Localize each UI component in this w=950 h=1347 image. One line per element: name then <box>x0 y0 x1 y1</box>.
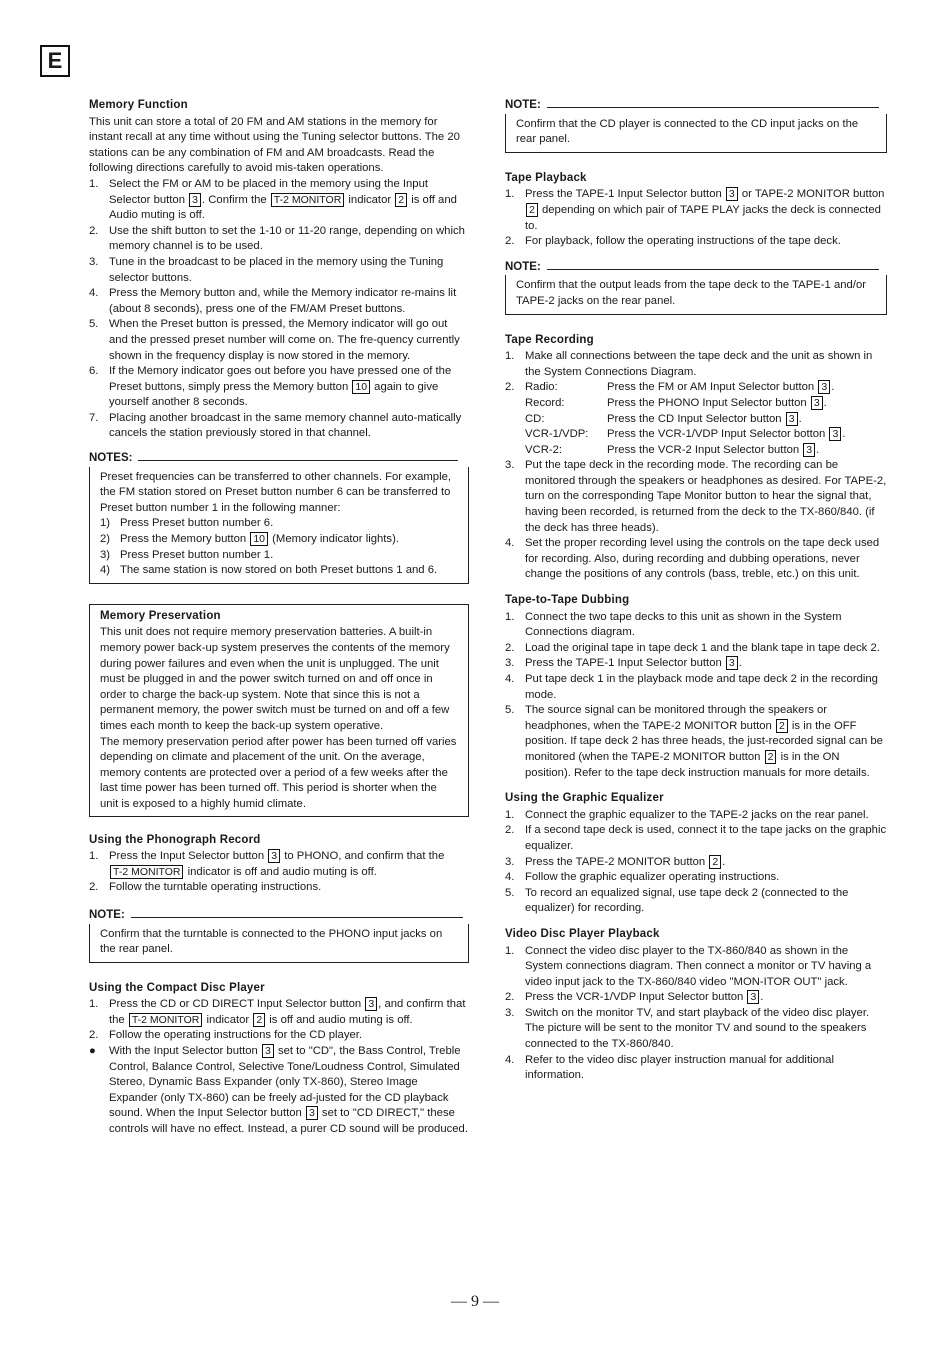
tape-recording-step-1: Make all connections between the tape deck and the unit as shown in the System Connections Diagram. <box>525 350 873 378</box>
button-reference-box: 2 <box>253 1013 265 1027</box>
tape-recording-heading: Tape Recording <box>505 333 594 346</box>
list-item-text: Press the TAPE-2 MONITOR button 2 . <box>525 855 726 868</box>
list-item-number: 2. <box>505 824 515 837</box>
list-item-number: 2. <box>89 1029 99 1042</box>
equalizer-heading: Using the Graphic Equalizer <box>505 792 664 805</box>
cd-note-heading: NOTE: <box>505 98 887 114</box>
list-item-text: If a second tape deck is used, connect it to the tape jacks on the graphic equalizer. <box>525 824 887 852</box>
source-label: VCR-2: <box>525 443 563 456</box>
video-disc-section <box>505 927 887 1084</box>
list-item-number: 4. <box>505 1053 515 1066</box>
list-item <box>89 1028 469 1044</box>
list-item <box>505 656 887 672</box>
phono-note-heading: NOTE: <box>89 908 469 924</box>
list-item <box>505 870 887 886</box>
video-disc-heading: Video Disc Player Playback <box>505 927 660 940</box>
list-item <box>89 317 469 364</box>
phono-section <box>89 833 469 896</box>
list-item-number: 4) <box>100 564 111 577</box>
cd-note-box <box>505 114 887 153</box>
list-item <box>100 548 458 564</box>
phono-note-section <box>89 908 469 963</box>
dubbing-section <box>505 593 887 781</box>
cd-note-section <box>505 98 887 153</box>
button-reference-box: 3 <box>726 187 738 201</box>
list-item <box>505 855 887 871</box>
button-reference-box: T-2 MONITOR <box>271 193 344 207</box>
source-instruction: Press the FM or AM Input Selector button 3 . <box>607 381 835 394</box>
recording-source-table <box>525 380 887 458</box>
list-item-text: Connect the video disc player to the TX-860/840 as shown in the System connections diagram. Then connect a monitor or TV having a video input jack to the TX-860/840 video "MON-ITOR OUT" jack. <box>525 944 872 988</box>
list-item-number: 4. <box>505 673 515 685</box>
list-item-number: 4. <box>89 287 99 300</box>
tape-recording-step-4: Set the proper recording level using the controls on the tape deck used for recording. Also, during recording and dubbing operations, never change the positions of any controls (bass, treble, etc.) on this unit. <box>525 537 880 581</box>
button-reference-box: 3 <box>268 849 280 863</box>
list-item-number: 1) <box>100 517 111 530</box>
list-item-text: Placing another broadcast in the same memory channel auto-matically cancels the station previously stored in that channel. <box>109 411 462 440</box>
tape-note-section <box>505 260 887 315</box>
list-item-text: Press the TAPE-1 Input Selector button 3 . <box>525 657 742 670</box>
list-item <box>89 880 469 896</box>
button-reference-box: 3 <box>262 1044 274 1058</box>
list-item <box>100 563 458 579</box>
list-item-text: Press the Input Selector button 3 to PHONO, and confirm that the T-2 MONITOR indicator is off and audio muting is off. <box>109 850 445 878</box>
list-item-text: Press Preset button number 6. <box>120 517 274 530</box>
memory-preservation-heading: Memory Preservation <box>100 609 221 622</box>
list-item-number: 1. <box>89 177 99 190</box>
source-label: VCR-1/VDP: <box>525 428 589 441</box>
dubbing-heading: Tape-to-Tape Dubbing <box>505 594 630 607</box>
list-item-number: 1. <box>505 808 515 821</box>
cd-heading: Using the Compact Disc Player <box>89 981 265 994</box>
button-reference-box: 3 <box>747 990 759 1004</box>
list-item-number: 2. <box>89 881 99 894</box>
list-item-number: 6. <box>89 365 99 378</box>
list-item <box>505 823 887 854</box>
notes-section <box>89 451 469 584</box>
list-item-number: 2) <box>100 533 111 546</box>
list-item-text: Select the FM or AM to be placed in the memory using the Input Selector button 3 . Confirm the T-2 MONITOR indicator 2 is off and Audio muting is off. <box>109 177 457 222</box>
list-item <box>89 997 469 1028</box>
list-item-text: If the Memory indicator goes out before you have pressed one of the Preset buttons, simply press the Memory button 10 again to give yourself another 8 seconds. <box>109 365 452 409</box>
notes-intro: Preset frequencies can be transferred to other channels. For example, the FM station stored on Preset button number 6 can be transferred to Preset button number 1 in the following manner: <box>100 470 452 514</box>
list-item <box>100 516 458 532</box>
tape-note-text: Confirm that the output leads from the tape deck to the TAPE-1 and/or TAPE-2 jacks on the rear panel. <box>516 279 866 307</box>
list-item <box>89 849 469 880</box>
list-item <box>89 177 469 224</box>
cd-note-text: Confirm that the CD player is connected to the CD input jacks on the rear panel. <box>516 117 859 146</box>
tape-playback-steps <box>505 187 887 249</box>
button-reference-box: 10 <box>250 532 268 546</box>
list-item-text: Follow the graphic equalizer operating instructions. <box>525 871 780 884</box>
notes-heading: NOTES: <box>89 451 469 467</box>
list-item-number: 3) <box>100 548 111 561</box>
memory-function-steps <box>89 177 469 442</box>
list-item: 4. Set the proper recording level using the controls on the tape deck used for recording. Also, during recording and dubbing operations, never change the positions of any controls (bass, treble, etc.) on this unit. <box>505 537 880 581</box>
button-reference-box: 2 <box>526 203 538 217</box>
button-reference-box: T-2 MONITOR <box>129 1013 202 1027</box>
list-item <box>505 1006 887 1053</box>
list-item-text: Put tape deck 1 in the playback mode and tape deck 2 in the recording mode. <box>525 673 878 701</box>
source-instruction: Press the VCR-1/VDP Input Selector botton 3 . <box>607 428 846 441</box>
list-item-text: Press Preset button number 1. <box>120 548 274 561</box>
list-item-text: Tune in the broadcast to be placed in the memory using the Tuning selector buttons. <box>109 255 444 284</box>
list-item <box>89 255 469 286</box>
language-marker: E <box>40 45 70 77</box>
list-item-number: 1. <box>505 610 515 623</box>
list-item-number: ● <box>89 1045 96 1058</box>
button-reference-box: T-2 MONITOR <box>110 865 183 879</box>
tape-recording-step-3: Put the tape deck in the recording mode. The recording can be monitored through the speakers or headphones as desired. For TAPE-2, turn on the corresponding Tape Monitor button to hear the signal that, having been recorded, is returned from the deck to the TX-860/840. (if the deck has three heads). <box>525 459 887 534</box>
button-reference-box: 3 <box>811 396 823 410</box>
list-item-text: Press the CD or CD DIRECT Input Selector button 3 , and confirm that the T-2 MONITOR indicator 2 is off and audio muting is off. <box>109 998 466 1026</box>
source-instruction: Press the PHONO Input Selector button 3 . <box>607 396 827 409</box>
list-item-number: 1. <box>505 188 515 201</box>
list-item-number: 2. <box>505 991 515 1004</box>
button-reference-box: 3 <box>365 997 377 1011</box>
list-item-text: The same station is now stored on both Preset buttons 1 and 6. <box>120 564 438 577</box>
equalizer-section <box>505 791 887 917</box>
tape-recording-section <box>505 333 887 584</box>
button-reference-box: 3 <box>803 443 815 457</box>
list-item-text: Follow the turntable operating instructions. <box>109 881 322 894</box>
right-column <box>505 98 887 1084</box>
list-item-number: 2. <box>505 641 515 654</box>
cd-section <box>89 981 469 1138</box>
list-item <box>505 1053 887 1084</box>
list-item-number: 1. <box>89 850 99 863</box>
list-item-text: With the Input Selector button 3 set to "CD", the Bass Control, Treble Control, Balance Control, Selective Tone/Loudness Control, Simulated Stereo, Dynamic Bass Expander (only TX-860), Stereo Image Expander (only TX-860) can be freely ad-justed for the CD playback sound. When the Input Selector button 3 set to "CD DIRECT," these controls will have no effect. Instead, a purer CD sound will be produced. <box>109 1045 468 1136</box>
memory-function-heading: Memory Function <box>89 99 188 111</box>
list-item-text: Press the TAPE-1 Input Selector button 3 or TAPE-2 MONITOR button 2 depending on which pair of TAPE PLAY jacks the deck is connected to. <box>525 188 885 232</box>
left-column <box>89 98 469 1138</box>
button-reference-box: 3 <box>726 656 738 670</box>
list-item-text: For playback, follow the operating instructions of the tape deck. <box>525 235 841 248</box>
list-item-text: Use the shift button to set the 1-10 or 11-20 range, depending on which memory channel is to be used. <box>109 224 465 253</box>
notes-steps <box>100 516 458 578</box>
list-item: 3. Put the tape deck in the recording mode. The recording can be monitored through the speakers or headphones as desired. For TAPE-2, turn on the corresponding Tape Monitor button to hear the signal that, having been recorded, is returned from the deck to the TX-860/840. (if the deck has three heads). <box>505 459 887 534</box>
button-reference-box: 3 <box>818 380 830 394</box>
tape-recording-steps <box>505 349 887 583</box>
button-reference-box: 2 <box>395 193 407 207</box>
source-instruction: Press the CD Input Selector button 3 . <box>607 412 802 425</box>
list-item-text: Switch on the monitor TV, and start playback of the video disc player. The picture will be sent to the monitor TV and sound to the speakers connected to the TX-860/840. <box>525 1006 870 1051</box>
list-item-text: To record an equalized signal, use tape deck 2 (connected to the equalizer) for recording. <box>525 886 849 915</box>
list-item <box>505 944 887 991</box>
list-item <box>505 187 887 234</box>
dubbing-steps <box>505 610 887 782</box>
list-item-number: 2. <box>89 224 99 237</box>
memory-preservation-section <box>89 604 469 817</box>
list-item-number: 4. <box>505 871 515 884</box>
button-reference-box: 2 <box>765 750 777 764</box>
list-item-text: Follow the operating instructions for the CD player. <box>109 1029 363 1042</box>
list-item-text: Load the original tape in tape deck 1 and the blank tape in tape deck 2. <box>525 641 880 654</box>
notes-box <box>89 467 469 584</box>
phono-steps <box>89 849 469 896</box>
list-item: 1. Make all connections between the tape deck and the unit as shown in the System Connections Diagram. <box>505 350 873 378</box>
phono-heading: Using the Phonograph Record <box>89 833 261 846</box>
list-item: 2. Radio: Press the FM or AM Input Selector button 3 . Record: Press the PHONO Input Selector button 3 . CD: Press the CD Input Selector button 3 . VCR-1/VDP: Press the VCR-1/VDP Input Selector botton 3 . VCR-2: Press the VCR-2 Input Selector button 3 . <box>505 380 887 458</box>
list-item <box>89 411 469 442</box>
list-item <box>505 808 887 824</box>
button-reference-box: 2 <box>709 855 721 869</box>
list-item-text: Connect the two tape decks to this unit as shown in the System Connections diagram. <box>525 610 842 639</box>
list-item <box>89 1044 469 1138</box>
list-item <box>89 364 469 411</box>
list-item-number: 1. <box>89 998 99 1011</box>
button-reference-box: 10 <box>352 380 370 394</box>
button-reference-box: 2 <box>776 719 788 733</box>
list-item-number: 3. <box>505 855 515 868</box>
button-reference-box: 3 <box>189 193 201 207</box>
button-reference-box: 3 <box>829 427 841 441</box>
tape-note-box <box>505 275 887 314</box>
list-item-number: 5. <box>505 704 515 717</box>
cd-steps <box>89 997 469 1137</box>
phono-note-box <box>89 924 469 963</box>
memory-function-section <box>89 98 469 442</box>
list-item-number: 3. <box>505 657 515 670</box>
list-item <box>505 610 887 641</box>
source-label: CD: <box>525 412 545 425</box>
button-reference-box: 3 <box>786 412 798 426</box>
tape-playback-section <box>505 171 887 250</box>
phono-note-text: Confirm that the turntable is connected to the PHONO input jacks on the rear panel. <box>100 927 443 956</box>
list-item-text: Press the VCR-1/VDP Input Selector button 3 . <box>525 991 764 1004</box>
list-item-number: 5. <box>505 886 515 899</box>
list-item <box>505 234 887 250</box>
list-item <box>505 641 887 657</box>
list-item-text: When the Preset button is pressed, the Memory indicator will go out and the pressed preset number will come on. The fre-quency currently shown in the frequency display is now stored in the memory. <box>109 318 460 362</box>
list-item-number: 5. <box>89 318 99 331</box>
list-item-number: 7. <box>89 411 99 424</box>
list-item <box>89 224 469 255</box>
list-item <box>100 532 458 548</box>
equalizer-steps <box>505 808 887 917</box>
list-item <box>505 703 887 781</box>
video-disc-steps <box>505 944 887 1084</box>
page-number: — 9 — <box>451 1293 499 1310</box>
list-item-number: 3. <box>89 255 99 268</box>
list-item-text: Press the Memory button and, while the Memory indicator re-mains lit (about 8 seconds), press one of the FM/AM Preset buttons. <box>109 287 457 315</box>
list-item <box>505 886 887 917</box>
list-item-text: Press the Memory button 10 (Memory indicator lights). <box>120 533 399 546</box>
source-label: Record: <box>525 396 565 409</box>
list-item-text: Refer to the video disc player instruction manual for additional information. <box>525 1053 834 1082</box>
tape-playback-heading: Tape Playback <box>505 171 587 184</box>
source-instruction: Press the VCR-2 Input Selector button 3 . <box>607 443 820 456</box>
tape-note-heading: NOTE: <box>505 260 887 276</box>
source-label: Radio: <box>525 381 558 394</box>
list-item-text: Connect the graphic equalizer to the TAPE-2 jacks on the rear panel. <box>525 808 869 821</box>
list-item-text: The source signal can be monitored through the speakers or headphones, when the TAPE-2 MONITOR button 2 is in the OFF position. If tape deck 2 has three heads, the just-recorded signal can be monitored (when the TAPE-2 MONITOR button 2 is in the ON position). Refer to the tape deck instruction manuals for more details. <box>525 704 883 779</box>
button-reference-box: 3 <box>306 1106 318 1120</box>
memory-preservation-para-2: The memory preservation period after power has been turned off varies depending on climate and placement of the unit. On the average, memory contents are protected over a period of a few weeks after the last time power has been turned off. This period is shorter when the unit is exposed to a highly humid climate. <box>100 735 457 810</box>
list-item-number: 3. <box>505 1006 515 1019</box>
list-item <box>505 990 887 1006</box>
memory-function-intro: This unit can store a total of 20 FM and AM stations in the memory for instant recall at any time without using the Tuning selector buttons. The 20 stations can be any combination of FM and AM broadcasts. Read the following directions carefully to avoid mis-taken operations. <box>89 115 460 175</box>
list-item-number: 2. <box>505 235 515 248</box>
list-item-number: 1. <box>505 944 515 957</box>
memory-preservation-para-1: This unit does not require memory preservation batteries. A built-in memory power back-up system preserves the contents of the memory during power failures and even when the unit is unplugged. The unit must be plugged in and the power switch turned on and off once in order to charge the back-up system. Note that since this is not a permanent memory, the power switch must be turned on and off a few times each month to keep the back-up system operative. <box>100 626 450 732</box>
list-item <box>505 672 887 703</box>
list-item <box>89 286 469 317</box>
